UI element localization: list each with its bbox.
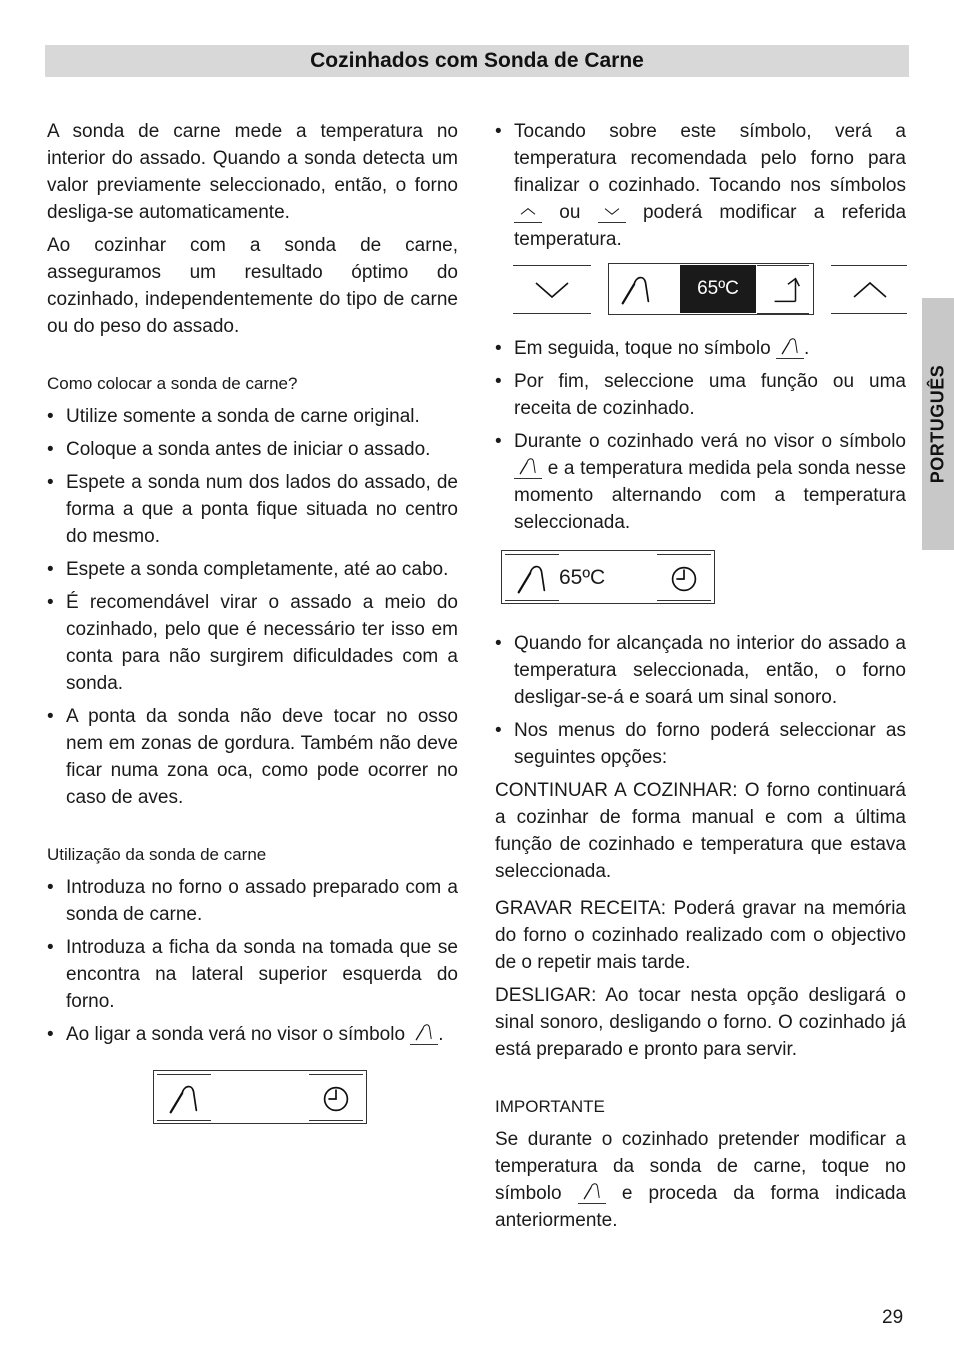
list-item: • Por fim, seleccione uma função ou uma receita de cozinhado.: [495, 368, 906, 422]
display-panel-2: [513, 265, 906, 321]
page-title: Cozinhados com Sonda de Carne: [310, 49, 644, 72]
meat-probe-icon[interactable]: [513, 560, 551, 598]
page-number: 29: [882, 1307, 904, 1328]
display-panel-3: [501, 550, 906, 606]
chevron-down-icon[interactable]: [531, 279, 573, 303]
usage-list: [47, 874, 458, 1048]
list-item: • A ponta da sonda não deve tocar no osso nem em zonas de gordura. Também não deve ficar numa zona oca, como pode ocorrer no caso de aves.: [47, 703, 458, 811]
intro-paragraph-1: A sonda de carne mede a temperatura no interior do assado. Quando a sonda detecta um valor previamente seleccionado, então, o forno desliga-se automaticamente.: [47, 121, 458, 223]
list-item: • Tocando sobre este símbolo, verá a temperatura recomendada pelo forno para finalizar o cozinhado. Tocando nos símbolos ou poderá modificar a referida temperatura.: [495, 118, 906, 253]
temperature-display[interactable]: 65ºC: [680, 265, 756, 313]
title-bar: [45, 45, 909, 77]
list-item: • Durante o cozinhado verá no visor o símbolo e a temperatura medida pela sonda nesse momento alternando com a temperatura seleccionada.: [495, 428, 906, 536]
list-item: • Em seguida, toque no símbolo .: [495, 335, 906, 362]
chevron-up-icon[interactable]: [849, 277, 891, 301]
list-item: • Espete a sonda num dos lados do assado, de forma a que a ponta fique situada no centro do mesmo.: [47, 469, 458, 550]
left-column: [47, 118, 458, 1140]
section-title-placement: Como colocar a sonda de carne?: [47, 374, 298, 393]
list-item: • Coloque a sonda antes de iniciar o assado.: [47, 436, 458, 463]
list-item: • Utilize somente a sonda de carne original.: [47, 403, 458, 430]
probe-icon: [578, 1180, 606, 1204]
list-item: • Espete a sonda completamente, até ao cabo.: [47, 556, 458, 583]
option-continue: CONTINUAR A COZINHAR: O forno continuará a cozinhar de forma manual e com a última função de cozinhado e temperatura que estava seleccionada.: [495, 780, 906, 882]
probe-set-icon[interactable]: [767, 271, 805, 309]
timer-icon[interactable]: [665, 560, 703, 598]
placement-list: [47, 403, 458, 811]
probe-icon: [514, 455, 542, 479]
right-column: [495, 118, 906, 1240]
list-item: • Quando for alcançada no interior do assado a temperatura seleccionada, então, o forno desligar-se-á e soará um sinal sonoro.: [495, 630, 906, 711]
important-title: IMPORTANTE: [495, 1097, 605, 1116]
list-item: • Nos menus do forno poderá seleccionar as seguintes opções:: [495, 717, 906, 771]
important-paragraph: Se durante o cozinhado pretender modificar a temperatura da sonda de carne, toque no símbolo e proceda da forma indicada anteriormente.: [495, 1129, 907, 1231]
chevron-up-icon: [514, 199, 542, 223]
option-save-recipe: GRAVAR RECEITA: Poderá gravar na memória do forno o cozinhado realizado com o objectivo de o repetir mais tarde.: [495, 898, 906, 973]
list-item-text: Ao ligar a sonda verá no visor o símbolo: [66, 1024, 406, 1045]
language-tab-label: PORTUGUÊS: [927, 364, 948, 484]
probe-icon: [410, 1021, 438, 1045]
intro-paragraph-2: Ao cozinhar com a sonda de carne, asseguramos um resultado óptimo do cozinhado, independentemente do tipo de carne ou do peso do assado.: [47, 235, 458, 337]
meat-probe-icon[interactable]: [165, 1080, 203, 1118]
list-item: • Introduza a ficha da sonda na tomada que se encontra na lateral superior esquerda do forno.: [47, 934, 458, 1015]
probe-icon: [776, 335, 804, 359]
language-tab: [922, 298, 954, 550]
chevron-down-icon: [598, 199, 626, 223]
timer-icon[interactable]: [317, 1080, 355, 1118]
option-turn-off: DESLIGAR: Ao tocar nesta opção desligará o sinal sonoro, desligando o forno. O cozinhado já está preparado e pronto para servir.: [495, 985, 906, 1060]
list-item: • Ao ligar a sonda verá no visor o símbolo .: [47, 1021, 458, 1048]
temperature-readout: 65ºC: [559, 566, 606, 589]
section-title-usage: Utilização da sonda de carne: [47, 845, 267, 864]
meat-probe-icon[interactable]: [617, 271, 655, 309]
list-item: • É recomendável virar o assado a meio do cozinhado, pelo que é necessário ter isso em conta para não surgirem dificuldades com a sonda.: [47, 589, 458, 697]
display-panel-1: [47, 1070, 458, 1126]
list-item: • Introduza no forno o assado preparado com a sonda de carne.: [47, 874, 458, 928]
